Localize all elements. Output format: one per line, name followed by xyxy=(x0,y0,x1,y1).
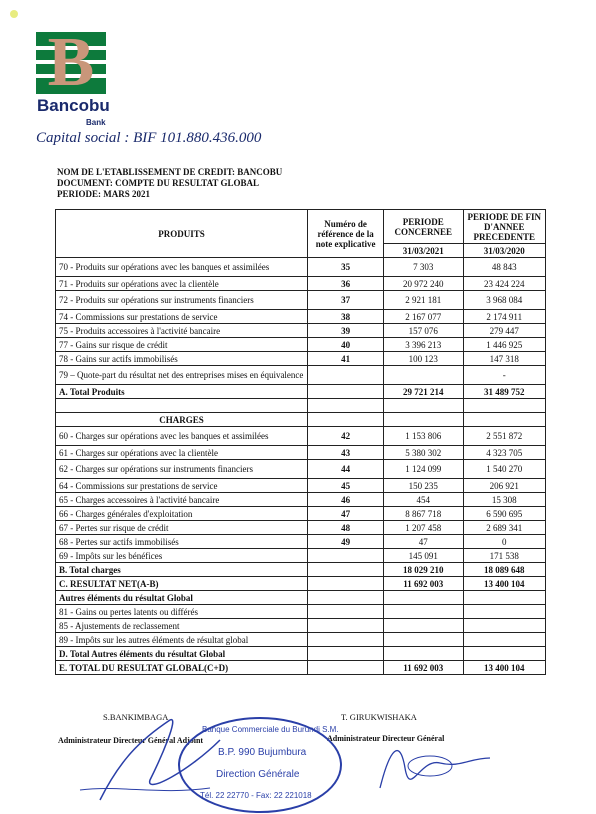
total-charges-row xyxy=(56,563,546,577)
charge-previous: 0 xyxy=(463,535,546,549)
produit-row xyxy=(56,366,546,385)
stamp-line-2: B.P. 990 Bujumbura xyxy=(218,747,307,758)
blank-cell xyxy=(308,399,384,413)
blank-cell xyxy=(463,591,546,605)
total-global-note xyxy=(308,661,384,675)
stamp-line-4: Tél. 22 22770 - Fax: 22 221018 xyxy=(200,791,312,800)
charge-label: 64 - Commissions sur prestations de service xyxy=(56,479,308,493)
total-global-current: 11 692 003 xyxy=(384,661,463,675)
produit-previous: - xyxy=(463,366,546,385)
blank-cell xyxy=(308,413,384,427)
produit-previous: 2 174 911 xyxy=(463,310,546,324)
charge-row xyxy=(56,507,546,521)
produit-previous: 147 318 xyxy=(463,352,546,366)
charge-current: 8 867 718 xyxy=(384,507,463,521)
blank-cell xyxy=(384,633,463,647)
total-autres-label: D. Total Autres éléments du résultat Global xyxy=(56,647,308,661)
autre-label: 81 - Gains ou pertes latents ou différés xyxy=(56,605,308,619)
charge-previous: 171 538 xyxy=(463,549,546,563)
charge-previous: 6 590 695 xyxy=(463,507,546,521)
produit-note: 41 xyxy=(308,352,384,366)
produit-current xyxy=(384,366,463,385)
produit-row xyxy=(56,324,546,338)
header-note: Numéro de référence de la note explicative xyxy=(308,210,384,258)
autre-row xyxy=(56,619,546,633)
charge-previous: 15 308 xyxy=(463,493,546,507)
produit-current: 7 303 xyxy=(384,258,463,277)
blank-cell xyxy=(56,399,308,413)
charge-previous: 4 323 705 xyxy=(463,446,546,460)
produit-current: 157 076 xyxy=(384,324,463,338)
total-produits-previous: 31 489 752 xyxy=(463,385,546,399)
charge-row xyxy=(56,521,546,535)
left-signature xyxy=(60,700,260,810)
charge-label: 65 - Charges accessoires à l'activité bancaire xyxy=(56,493,308,507)
produit-current: 20 972 240 xyxy=(384,277,463,291)
blank-cell xyxy=(463,647,546,661)
charge-current: 5 380 302 xyxy=(384,446,463,460)
produit-current: 2 167 077 xyxy=(384,310,463,324)
charge-row xyxy=(56,549,546,563)
produit-note: 40 xyxy=(308,338,384,352)
autre-label: 89 - Impôts sur les autres éléments de résultat global xyxy=(56,633,308,647)
total-produits-current: 29 721 214 xyxy=(384,385,463,399)
income-statement-table xyxy=(55,209,546,675)
produit-row xyxy=(56,258,546,277)
header-row xyxy=(56,210,546,244)
total-charges-label: B. Total charges xyxy=(56,563,308,577)
brand-sub: Bank xyxy=(86,118,106,127)
charge-current: 145 091 xyxy=(384,549,463,563)
blank-cell xyxy=(463,633,546,647)
produit-note: 38 xyxy=(308,310,384,324)
total-charges-note xyxy=(308,563,384,577)
date-fin: 31/03/2020 xyxy=(463,244,546,258)
blank-cell xyxy=(384,619,463,633)
charge-previous: 206 921 xyxy=(463,479,546,493)
charge-label: 68 - Pertes sur actifs immobilisés xyxy=(56,535,308,549)
charge-previous: 2 689 341 xyxy=(463,521,546,535)
produit-row xyxy=(56,277,546,291)
produit-label: 70 - Produits sur opérations avec les banques et assimilées xyxy=(56,258,308,277)
blank-cell xyxy=(463,413,546,427)
produit-label: 74 - Commissions sur prestations de service xyxy=(56,310,308,324)
blank-cell xyxy=(463,399,546,413)
produit-current: 2 921 181 xyxy=(384,291,463,310)
produit-row xyxy=(56,352,546,366)
autre-label: 85 - Ajustements de reclassement xyxy=(56,619,308,633)
charge-note: 49 xyxy=(308,535,384,549)
produit-previous: 48 843 xyxy=(463,258,546,277)
charge-label: 61 - Charges sur opérations avec la clientèle xyxy=(56,446,308,460)
autre-row xyxy=(56,633,546,647)
blank-cell xyxy=(308,619,384,633)
scan-mark xyxy=(10,10,18,18)
produit-label: 72 - Produits sur opérations sur instruments financiers xyxy=(56,291,308,310)
produit-previous: 279 447 xyxy=(463,324,546,338)
resultat-net-label: C. RESULTAT NET(A-B) xyxy=(56,577,308,591)
left-signatory-title: Administrateur Directeur Général Adjoint xyxy=(58,736,204,745)
charge-current: 1 124 099 xyxy=(384,460,463,479)
produit-current: 3 396 213 xyxy=(384,338,463,352)
blank-cell xyxy=(384,647,463,661)
total-global-row xyxy=(56,661,546,675)
produit-current: 100 123 xyxy=(384,352,463,366)
resultat-net-previous: 13 400 104 xyxy=(463,577,546,591)
total-produits-label: A. Total Produits xyxy=(56,385,308,399)
produit-label: 78 - Gains sur actifs immobilisés xyxy=(56,352,308,366)
charge-row xyxy=(56,427,546,446)
header-fin: PERIODE DE FIN D'ANNEE PRECEDENTE xyxy=(463,210,546,244)
charge-note: 43 xyxy=(308,446,384,460)
charge-previous: 2 551 872 xyxy=(463,427,546,446)
charge-note xyxy=(308,549,384,563)
logo-letter: B xyxy=(47,24,95,101)
blank-cell xyxy=(463,619,546,633)
resultat-net-current: 11 692 003 xyxy=(384,577,463,591)
produit-label: 77 - Gains sur risque de crédit xyxy=(56,338,308,352)
produit-label: 71 - Produits sur opérations avec la clientèle xyxy=(56,277,308,291)
spacer-row xyxy=(56,399,546,413)
autre-row xyxy=(56,605,546,619)
produit-note: 37 xyxy=(308,291,384,310)
autres-title-row xyxy=(56,591,546,605)
charge-row xyxy=(56,446,546,460)
produit-note xyxy=(308,366,384,385)
total-global-label: E. TOTAL DU RESULTAT GLOBAL(C+D) xyxy=(56,661,308,675)
charge-label: 66 - Charges générales d'exploitation xyxy=(56,507,308,521)
charge-current: 454 xyxy=(384,493,463,507)
charge-label: 60 - Charges sur opérations avec les banques et assimilées xyxy=(56,427,308,446)
brand-name: Bancobu xyxy=(37,96,110,115)
blank-cell xyxy=(308,647,384,661)
right-signatory-title: Administrateur Directeur Général xyxy=(327,734,445,743)
total-charges-current: 18 029 210 xyxy=(384,563,463,577)
total-charges-previous: 18 089 648 xyxy=(463,563,546,577)
charge-row xyxy=(56,493,546,507)
stamp-line-3: Direction Générale xyxy=(216,769,300,780)
produit-previous: 23 424 224 xyxy=(463,277,546,291)
produit-note: 39 xyxy=(308,324,384,338)
date-periode: 31/03/2021 xyxy=(384,244,463,258)
charge-note: 47 xyxy=(308,507,384,521)
charges-title-row xyxy=(56,413,546,427)
header-periode: PERIODE CONCERNEE xyxy=(384,210,463,244)
bancobu-logo xyxy=(36,24,106,101)
charge-label: 67 - Pertes sur risque de crédit xyxy=(56,521,308,535)
capital-social: Capital social : BIF 101.880.436.000 xyxy=(36,130,262,146)
blank-cell xyxy=(308,633,384,647)
left-signatory-name: S.BANKIMBAGA xyxy=(103,712,169,722)
charge-note: 44 xyxy=(308,460,384,479)
blank-cell xyxy=(384,605,463,619)
charge-current: 1 207 458 xyxy=(384,521,463,535)
charge-previous: 1 540 270 xyxy=(463,460,546,479)
meta-periode: PERIODE: MARS 2021 xyxy=(57,189,151,199)
meta-etablissement: NOM DE L'ETABLISSEMENT DE CREDIT: BANCOBU xyxy=(57,167,283,177)
blank-cell xyxy=(308,605,384,619)
resultat-net-note xyxy=(308,577,384,591)
right-signature xyxy=(360,728,510,808)
charge-note: 42 xyxy=(308,427,384,446)
charge-label: 69 - Impôts sur les bénéfices xyxy=(56,549,308,563)
charge-row xyxy=(56,460,546,479)
total-global-previous: 13 400 104 xyxy=(463,661,546,675)
meta-document: DOCUMENT: COMPTE DU RESULTAT GLOBAL xyxy=(57,178,260,188)
produit-row xyxy=(56,338,546,352)
autres-title: Autres éléments du résultat Global xyxy=(56,591,308,605)
blank-cell xyxy=(308,591,384,605)
blank-cell xyxy=(384,413,463,427)
produit-row xyxy=(56,291,546,310)
produit-label: 75 - Produits accessoires à l'activité bancaire xyxy=(56,324,308,338)
stamp-line-1: Banque Commerciale du Burundi S.M. xyxy=(202,725,339,734)
resultat-net-row xyxy=(56,577,546,591)
charge-note: 46 xyxy=(308,493,384,507)
total-produits-row xyxy=(56,385,546,399)
blank-cell xyxy=(384,399,463,413)
charge-note: 48 xyxy=(308,521,384,535)
charge-current: 150 235 xyxy=(384,479,463,493)
charge-label: 62 - Charges sur opérations sur instruments financiers xyxy=(56,460,308,479)
produit-note: 36 xyxy=(308,277,384,291)
charge-row xyxy=(56,479,546,493)
produit-previous: 1 446 925 xyxy=(463,338,546,352)
right-signatory-name: T. GIRUKWISHAKA xyxy=(341,712,417,722)
total-autres-row xyxy=(56,647,546,661)
charge-current: 1 153 806 xyxy=(384,427,463,446)
produit-note: 35 xyxy=(308,258,384,277)
blank-cell xyxy=(384,591,463,605)
charges-title: CHARGES xyxy=(56,413,308,427)
charge-current: 47 xyxy=(384,535,463,549)
produit-previous: 3 968 084 xyxy=(463,291,546,310)
header-produits: PRODUITS xyxy=(56,210,308,258)
produit-label: 79 – Quote-part du résultat net des entreprises mises en équivalence xyxy=(56,366,308,385)
total-produits-note xyxy=(308,385,384,399)
charge-note: 45 xyxy=(308,479,384,493)
charge-row xyxy=(56,535,546,549)
blank-cell xyxy=(463,605,546,619)
produit-row xyxy=(56,310,546,324)
